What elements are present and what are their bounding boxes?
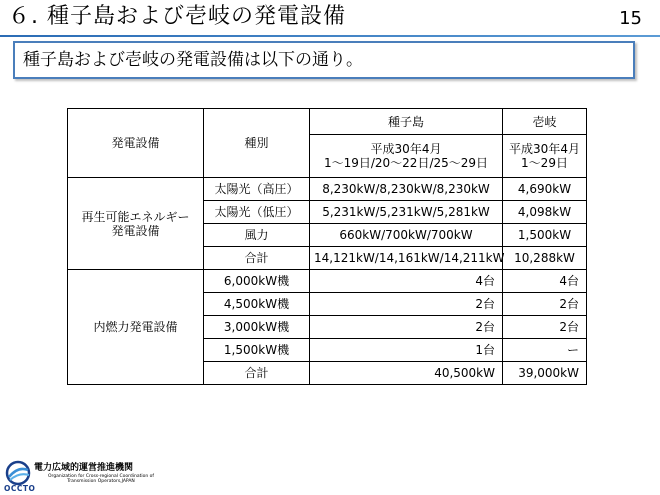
iki-cell: 2台 <box>503 316 587 339</box>
org-english-name <box>46 474 156 484</box>
header-iki-period <box>503 135 587 178</box>
type-cell: 合計 <box>204 247 310 270</box>
iki-cell: 39,000kW <box>503 362 587 385</box>
iki-period-line2: 1～29日 <box>521 156 568 170</box>
table-row <box>68 178 587 201</box>
type-cell: 太陽光（高圧） <box>204 178 310 201</box>
slide-title: ６. 種子島および壱岐の発電設備 <box>8 4 346 29</box>
type-cell: 3,000kW機 <box>204 316 310 339</box>
header-iki: 壱岐 <box>503 109 587 135</box>
category-combustion: 内燃力発電設備 <box>68 270 204 385</box>
header-tanegashima-period <box>310 135 503 178</box>
title-divider <box>0 35 660 37</box>
tanegashima-cell: 5,231kW/5,231kW/5,281kW <box>310 201 503 224</box>
header-category: 発電設備 <box>68 109 204 178</box>
iki-cell: 1,500kW <box>503 224 587 247</box>
tanegashima-cell: 14,121kW/14,161kW/14,211kW <box>310 247 503 270</box>
type-cell: 太陽光（低圧） <box>204 201 310 224</box>
type-cell: 4,500kW機 <box>204 293 310 316</box>
summary-callout <box>13 41 635 79</box>
tanegashima-cell: 660kW/700kW/700kW <box>310 224 503 247</box>
tanegashima-period-line1: 平成30年4月 <box>370 142 442 156</box>
iki-cell: 10,288kW <box>503 247 587 270</box>
tanegashima-cell: 2台 <box>310 316 503 339</box>
org-english-line2: Transmission Operators,JAPAN <box>67 479 135 484</box>
page-number: 15 <box>619 8 642 29</box>
iki-cell: 4,690kW <box>503 178 587 201</box>
table-header-row <box>68 109 587 135</box>
iki-period-line1: 平成30年4月 <box>509 142 580 156</box>
facility-table <box>67 108 587 385</box>
tanegashima-cell: 2台 <box>310 293 503 316</box>
type-cell: 6,000kW機 <box>204 270 310 293</box>
type-cell: 風力 <box>204 224 310 247</box>
org-name: 電力広域的運営推進機関 <box>34 463 134 473</box>
renewable-label-line1: 再生可能エネルギー <box>81 209 190 224</box>
header-tanegashima: 種子島 <box>310 109 503 135</box>
type-cell: 合計 <box>204 362 310 385</box>
iki-cell: 4,098kW <box>503 201 587 224</box>
table-row <box>68 270 587 293</box>
tanegashima-cell: 1台 <box>310 339 503 362</box>
iki-cell: 4台 <box>503 270 587 293</box>
tanegashima-period-line2: 1～19日/20～22日/25～29日 <box>323 156 489 170</box>
tanegashima-cell: 40,500kW <box>310 362 503 385</box>
renewable-label-line2: 発電設備 <box>111 223 160 238</box>
category-renewable <box>68 178 204 270</box>
logo-wordmark: OCCTO <box>4 484 36 493</box>
iki-cell: 2台 <box>503 293 587 316</box>
tanegashima-cell: 8,230kW/8,230kW/8,230kW <box>310 178 503 201</box>
summary-text: 種子島および壱岐の発電設備は以下の通り。 <box>23 50 363 70</box>
header-type: 種別 <box>204 109 310 178</box>
tanegashima-cell: 4台 <box>310 270 503 293</box>
iki-cell: ー <box>503 339 587 362</box>
type-cell: 1,500kW機 <box>204 339 310 362</box>
footer-logo <box>4 460 204 492</box>
org-english-line1: Organization for Cross-regional Coordination of <box>48 474 154 479</box>
